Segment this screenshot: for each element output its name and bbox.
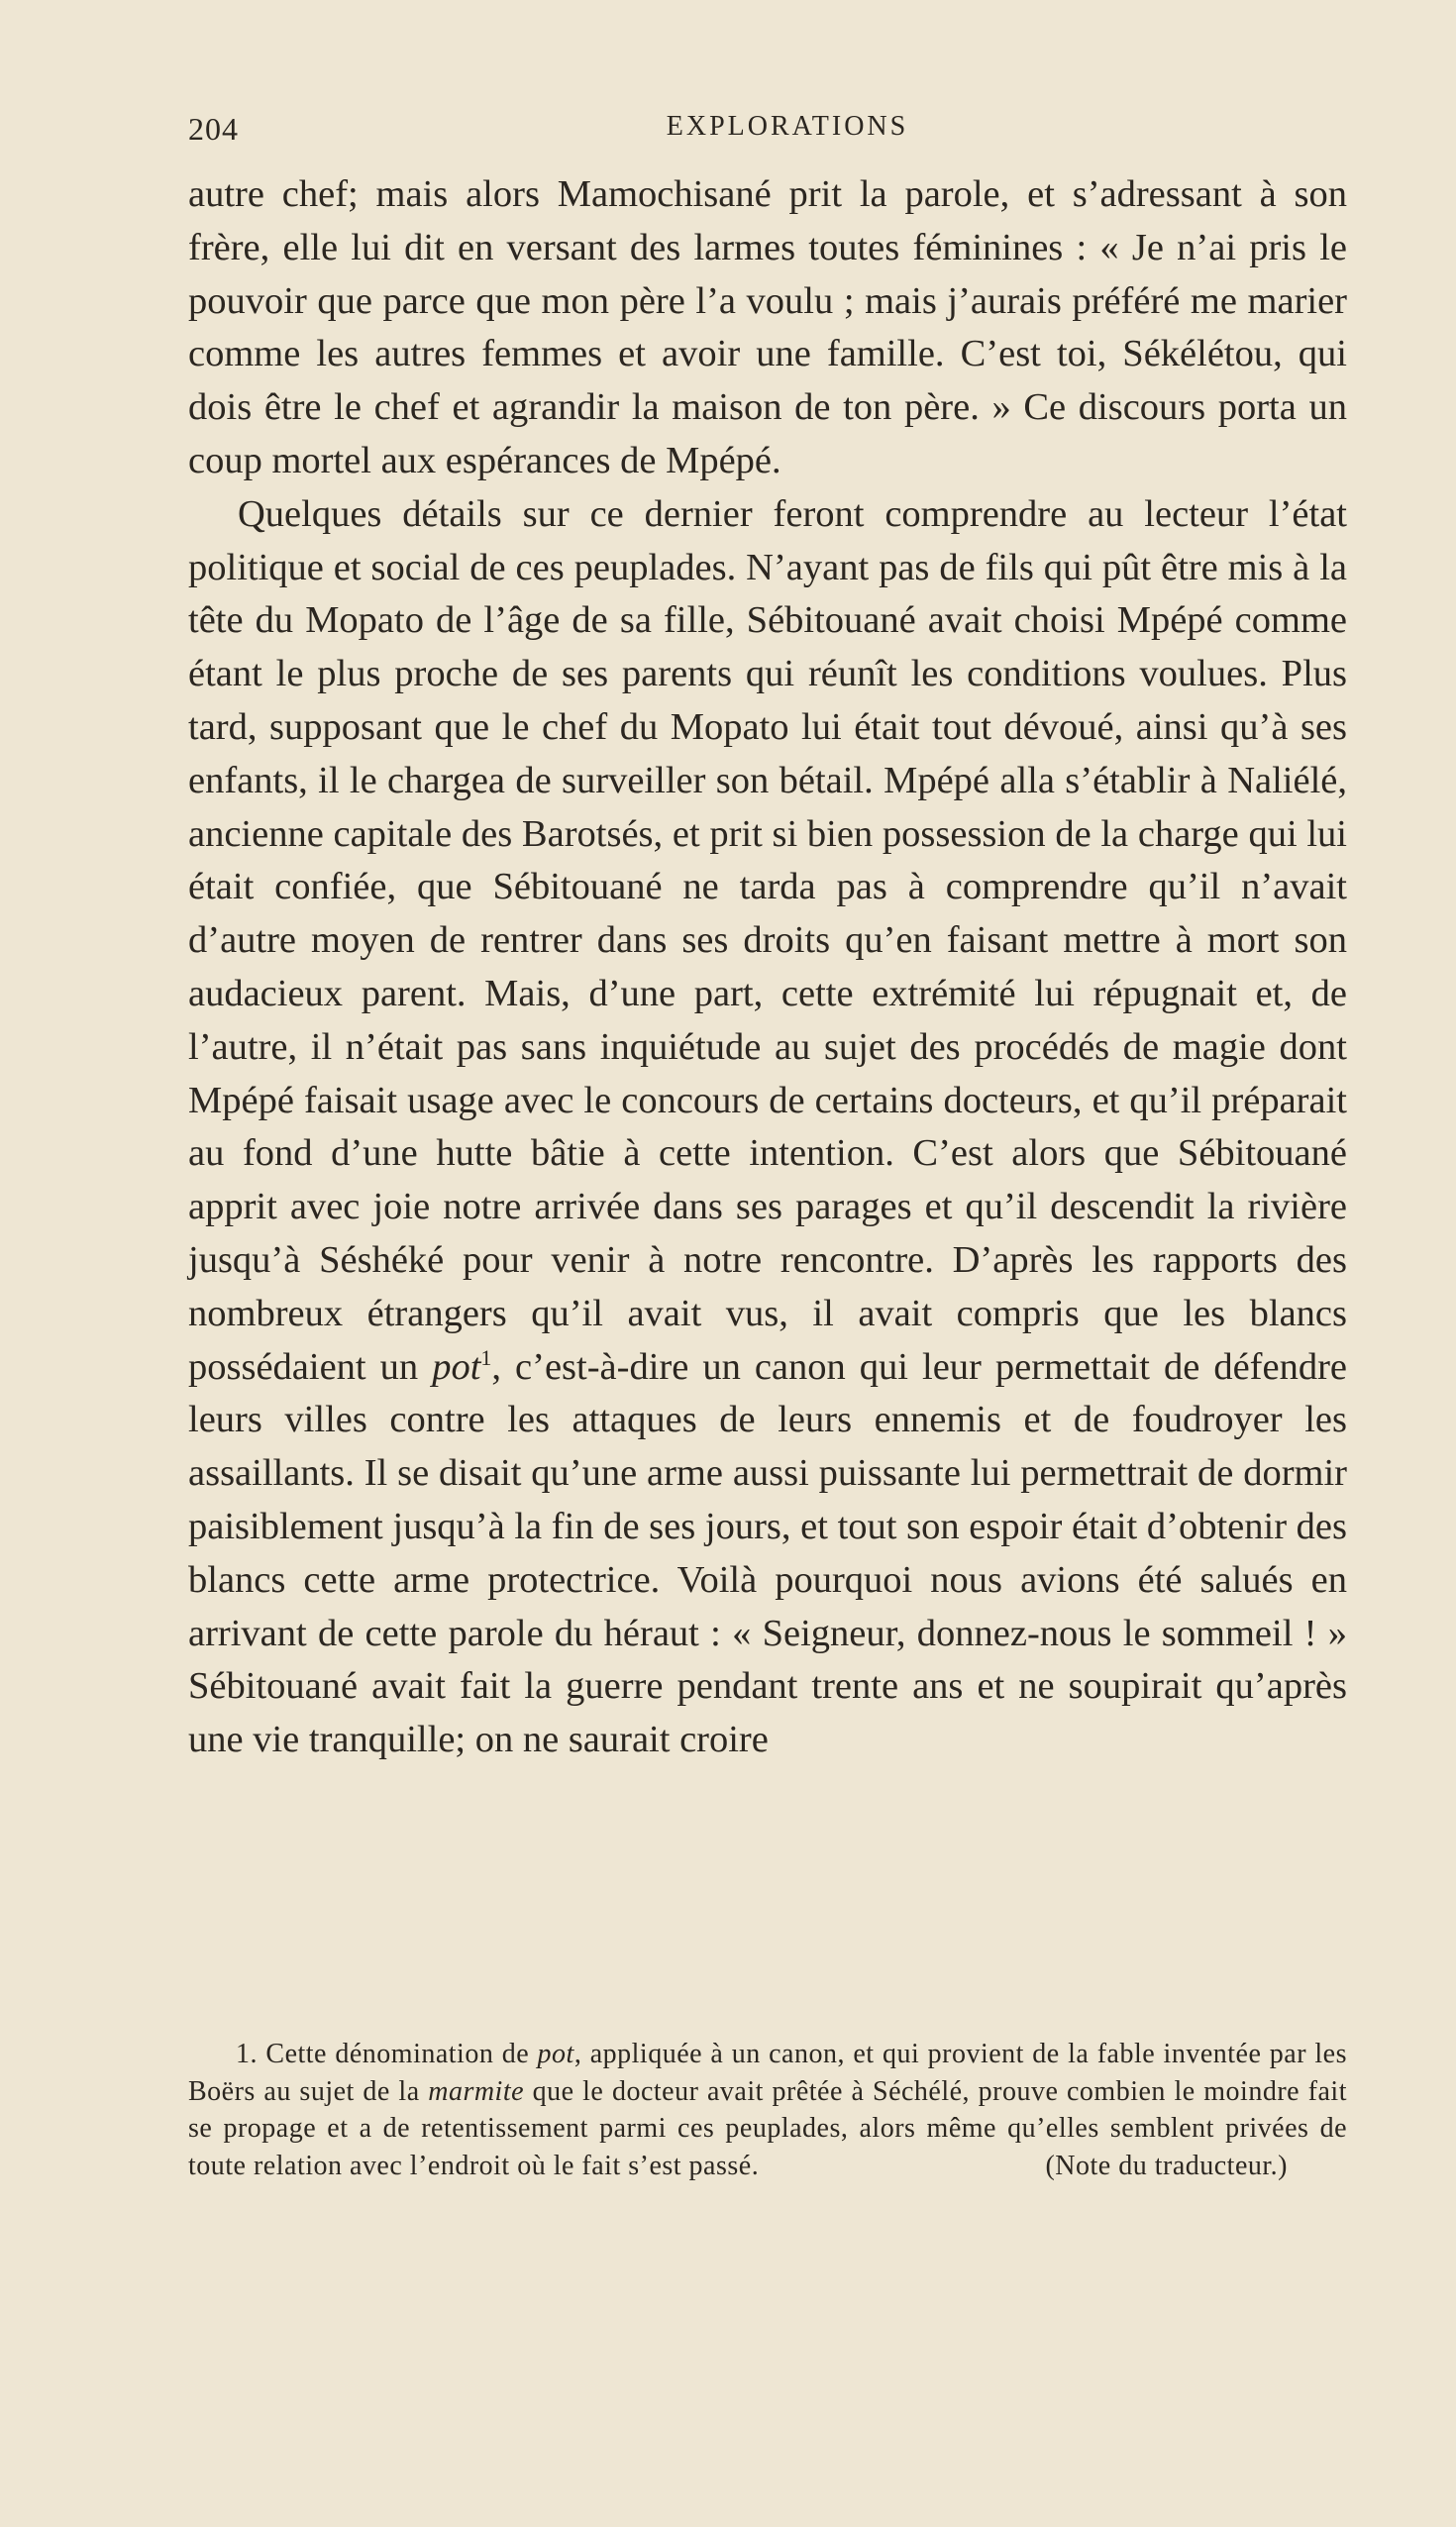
paragraph-2-part-1: Quelques détails sur ce dernier feront comprendre au lecteur l’état politique et social de ces peuplades. N’ayant pas de fils qui pût être mis à la tête du Mopato de l’âge de sa fille, Sébitouané avait choisi Mpépé comme étant le plus proche de ses parents qui réunît les conditions voulues. Plus tard, supposant que le chef du Mopato lui était tout dévoué, ainsi qu’à ses enfants, il le chargea de surveiller son bétail. Mpépé alla s’établir à Naliélé, ancienne capitale des Barotsés, et prit si bien possession de la charge qui lui était confiée, que Sébitouané ne tarda pas à comprendre qu’il n’avait d’autre moyen de rentrer dans ses droits qu’en faisant mettre à mort son audacieux parent. Mais, d’une part, cette extrémité lui répugnait et, de l’autre, il n’était pas sans inquiétude au sujet des procédés de magie dont Mpépé faisait usage avec le concours de certains docteurs, et qu’il préparait au fond d’une hutte bâtie à cette intention. C’est alors que Sébitouané apprit avec joie notre arrivée dans ses parages et qu’il descendit la rivière jusqu’à Séshéké pour venir à notre rencontre. D’après les rapports des nombreux étrangers qu’il avait vus, il avait compris que les blancs possédaient un — [188, 492, 1347, 1388]
paragraph-2 — [188, 488, 1347, 1767]
footnote-reference[interactable]: 1 — [480, 1344, 492, 1370]
footnote-paragraph — [188, 2036, 1347, 2184]
footnote-term-pot: pot — [537, 2039, 574, 2069]
footnote-term-marmite: marmite — [428, 2075, 525, 2107]
page-number: 204 — [188, 111, 239, 147]
footnote — [188, 2036, 1347, 2184]
footnote-text-1: Cette dénomination de — [265, 2039, 530, 2069]
main-text — [188, 168, 1347, 1767]
footnote-attribution: (Note du traducteur.) — [1045, 2150, 1288, 2181]
page-header — [188, 111, 1347, 160]
paragraph-1: autre chef; mais alors Mamochisané prit la parole, et s’adressant à son frère, elle lui dit en versant des larmes toutes féminines : « Je n’ai pris le pouvoir que parce que mon père l’a voulu ; mais j’aurais préféré me marier comme les autres femmes et avoir une famille. C’est toi, Sékélétou, qui dois être le chef et agrandir la maison de ton père. » Ce discours porta un coup mortel aux espérances de Mpépé. — [188, 173, 1347, 481]
running-title: EXPLORATIONS — [666, 111, 909, 142]
footnote-text-2: , appliquée à un canon, et qui provient de la fable inventée par les Boërs au sujet de la — [188, 2039, 1348, 2107]
footnote-number: 1. — [236, 2039, 258, 2069]
pot-term: pot — [432, 1345, 481, 1388]
footnote-text-3: que le docteur avait prêtée à Séchélé, prouve combien le moindre fait se propage et a de retentissement parmi ces peuplades, alors même qu’elles semblent privées de toute relation avec l’endroit où le fait s’est passé. — [188, 2075, 1347, 2181]
paragraph-2-part-2: , c’est-à-dire un canon qui leur permettait de défendre leurs villes contre les attaques de leurs ennemis et de foudroyer les assaillants. Il se disait qu’une arme aussi puissante lui permettrait de dormir paisiblement jusqu’à la fin de ses jours, et tout son espoir était d’obtenir des blancs cette arme protectrice. Voilà pourquoi nous avions été salués en arrivant de cette parole du héraut : « Seigneur, donnez-nous le sommeil ! » Sébitouané avait fait la guerre pendant trente ans et ne soupirait qu’après une vie tranquille; on ne saurait croire — [188, 1345, 1348, 1761]
